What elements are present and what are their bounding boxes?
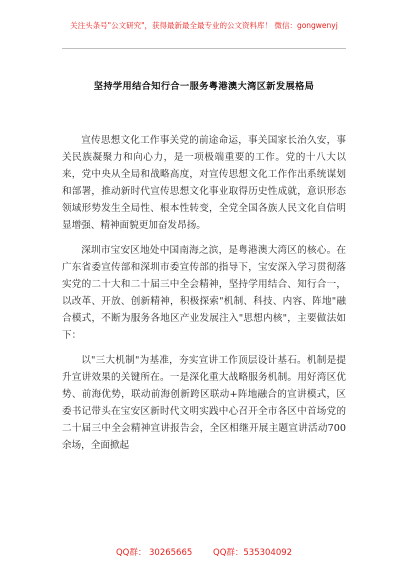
footer-contact [0, 546, 408, 558]
qq-group-1: QQ群： 30265665 [115, 548, 193, 558]
body-paragraph: 宣传思想文化工作事关党的前途命运，事关国家长治久安，事关民族凝聚力和向心力，是一项极端重要的工作。党的十八大以来，党中央从全局和战略高度，对宣传思想文化工作作出系统谋划和部署，推动新时代宣传思想文化事业取得历史性成就，意识形态领域形势发生全局性、根本性转变，全党全国各族人民文化自信明显增强、精神面貌更加奋发昂扬。 [62, 135, 346, 231]
qq-group-2: QQ群：535304092 [213, 548, 293, 558]
document-title: 坚持学用结合知行合一服务粤港澳大湾区新发展格局 [93, 81, 315, 92]
header-divider [62, 48, 346, 49]
document-body [62, 132, 346, 454]
header-banner: 关注头条号"公文研究"，获得最新最全最专业的公文资料库！ 微信：gongwenyj [70, 21, 338, 30]
body-paragraph: 深圳市宝安区地处中国南海之滨，是粤港澳大湾区的核心。在广东省委宣传部和深圳市委宣传部的指导下，宝安深入学习贯彻落实党的二十大和二十届三中全会精神，坚持学用结合、知行合一，以改革、开放、创新精神，积极探索"机制、科技、内容、阵地"融合模式，不断为服务各地区产业发展注入"思想内核"，主要做法如下： [62, 245, 346, 341]
body-paragraph: 以"三大机制"为基准，夯实宣讲工作顶层设计基石。机制是提升宣讲效果的关键所在。一是深化重大战略服务机制。用好湾区优势、前海优势，联动前海创新跨区联动+阵地融合的宣讲模式，区委书记带头在宝安区新时代文明实践中心召开全市各区中首场党的二十届三中全会精神宣讲报告会，全区相继开展主题宣讲活动700余场，全面掀起 [62, 355, 346, 451]
